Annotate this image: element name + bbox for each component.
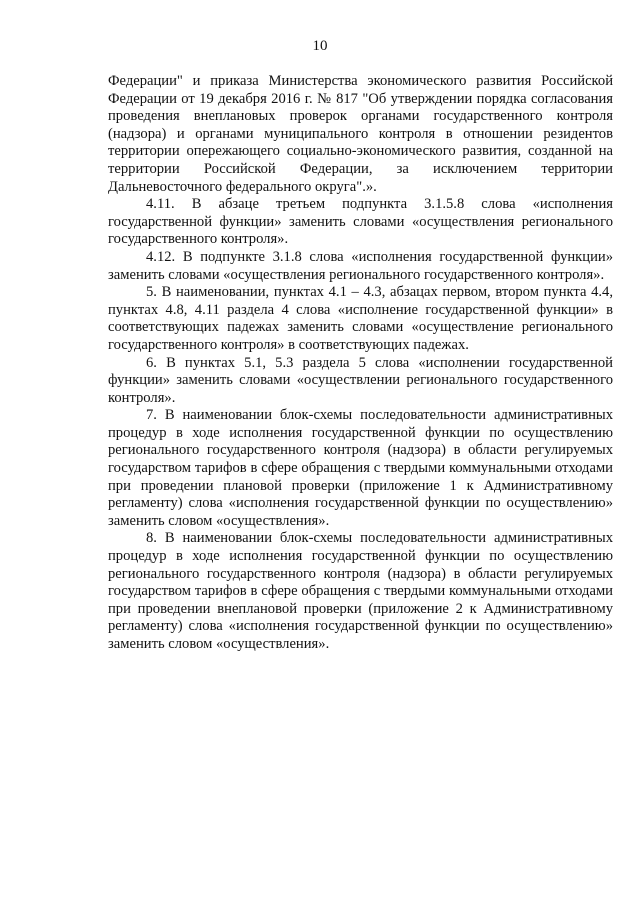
page-number: 10	[312, 38, 328, 54]
paragraph-4-12: 4.12. В подпункте 3.1.8 слова «исполнения государственной функции» заменить словами «осуществления регионального государственного контроля».	[108, 248, 613, 283]
paragraph-8: 8. В наименовании блок-схемы последовательности административных процедур в ходе исполнения государственной функции по осуществлению регионального государственного контроля (надзора) в области регулируемых государством тарифов в сфере обращения с твердыми коммунальными отходами при проведении внеплановой проверки (приложение 2 к Административному регламенту) слова «исполнения государственной функции по осуществлению» заменить словом «осуществления».	[108, 530, 613, 652]
paragraph-7: 7. В наименовании блок-схемы последовательности административных процедур в ходе исполнения государственной функции по осуществлению регионального государственного контроля (надзора) в области регулируемых государством тарифов в сфере обращения с твердыми коммунальными отходами при проведении плановой проверки (приложение 1 к Административному регламенту) слова «исполнения государственной функции по осуществлению» заменить словом «осуществления».	[108, 407, 613, 529]
paragraph-5: 5. В наименовании, пунктах 4.1 – 4.3, абзацах первом, втором пункта 4.4, пунктах 4.8, 4.11 раздела 4 слова «исполнение государственной функции» в соответствующих падежах заменить словами «осуществление регионального государственного контроля» в соответствующих падежах.	[108, 284, 613, 353]
paragraph-6: 6. В пунктах 5.1, 5.3 раздела 5 слова «исполнении государственной функции» заменить словами «осуществлении регионального государственного контроля».	[108, 354, 613, 406]
paragraph-continuation: Федерации" и приказа Министерства экономического развития Российской Федерации от 19 декабря 2016 г. № 817 "Об утверждении порядка согласования проведения внеплановых проверок органами государственного контроля (надзора) и органами муниципального контроля в отношении резидентов территории опережающего социально-экономического развития, созданной на территории Российской Федерации, за исключением территории Дальневосточного федерального округа".».	[108, 73, 613, 195]
paragraph-4-11: 4.11. В абзаце третьем подпункта 3.1.5.8 слова «исполнения государственной функции» заменить словами «осуществления регионального государственного контроля».	[108, 196, 613, 248]
document-body	[108, 73, 613, 654]
